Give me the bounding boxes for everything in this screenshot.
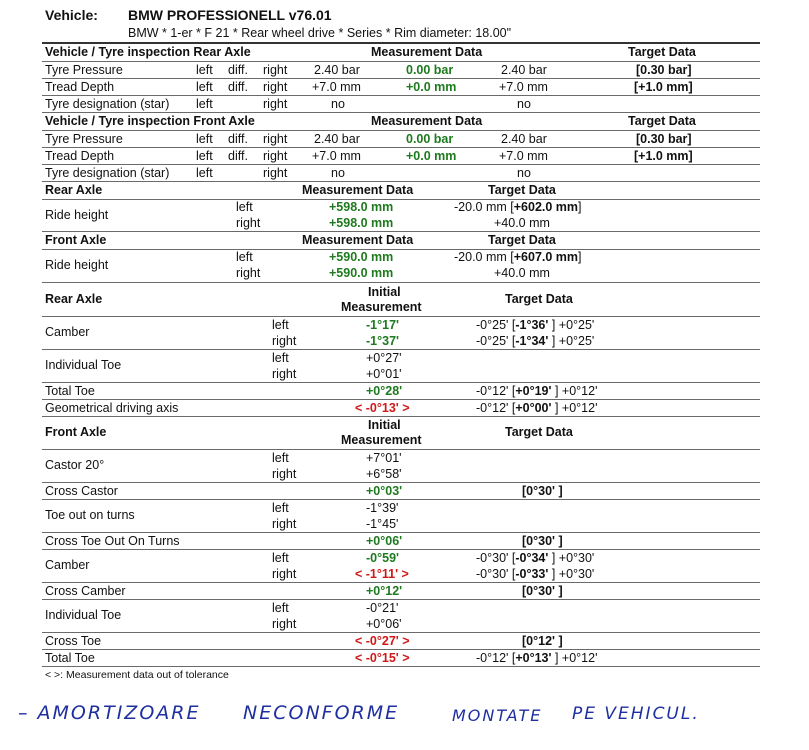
divider <box>42 42 760 44</box>
front-camber-right: < -1°11' > <box>355 567 409 581</box>
cross-toe-out-label: Cross Toe Out On Turns <box>45 534 180 548</box>
diff-label: diff. <box>228 132 248 146</box>
measurement-data-heading: Measurement Data <box>371 45 483 59</box>
left-label: left <box>236 250 253 264</box>
left-label: left <box>272 501 289 515</box>
castor-right: +6°58' <box>366 467 402 481</box>
right-label: right <box>272 367 297 381</box>
handwritten-note-word-2: NECONFORME <box>243 702 400 724</box>
handwritten-note-word-1: – AMORTIZOARE <box>18 702 201 724</box>
target-data-heading: Target Data <box>628 114 696 128</box>
target-data-heading: Target Data <box>488 233 556 247</box>
pressure-right: 2.40 bar <box>501 63 547 77</box>
right-label: right <box>272 567 297 581</box>
cross-toe-label: Cross Toe <box>45 634 102 648</box>
tread-diff: +0.0 mm <box>406 149 457 163</box>
left-label: left <box>236 200 253 214</box>
cross-toe-value: < -0°27' > <box>355 634 410 648</box>
left-label: left <box>196 149 213 163</box>
cross-camber-value: +0°12' <box>366 584 403 598</box>
handwritten-note-word-4: PE VEHICUL. <box>572 704 700 724</box>
individual-toe-label: Individual Toe <box>45 608 122 622</box>
rear-toe-left: +0°27' <box>366 351 402 365</box>
left-label: left <box>272 551 289 565</box>
ride-rear-right: +598.0 mm <box>329 216 394 230</box>
right-label: right <box>263 132 288 146</box>
pressure-left: 2.40 bar <box>314 132 360 146</box>
rear-camber-target-left: -0°25' [-1°36' ] +0°25' <box>476 318 595 332</box>
measurement-data-heading: Measurement Data <box>302 233 414 247</box>
pressure-left: 2.40 bar <box>314 63 360 77</box>
rear-total-toe: +0°28' <box>366 384 403 398</box>
diff-label: diff. <box>228 149 248 163</box>
tread-right: +7.0 mm <box>499 149 548 163</box>
total-toe-label: Total Toe <box>45 384 95 398</box>
left-label: left <box>196 97 213 111</box>
cross-camber-target: [0°30' ] <box>522 584 563 598</box>
right-label: right <box>236 216 261 230</box>
right-label: right <box>263 63 288 77</box>
left-label: left <box>272 318 289 332</box>
total-toe-label: Total Toe <box>45 651 95 665</box>
left-label: left <box>196 63 213 77</box>
ride-rear-target-line2: +40.0 mm <box>494 216 550 230</box>
toe-out-right: -1°45' <box>366 517 399 531</box>
ride-front-right: +590.0 mm <box>329 266 394 280</box>
vehicle-label: Vehicle: <box>45 7 98 23</box>
pressure-diff: 0.00 bar <box>406 132 454 146</box>
target-data-heading: Target Data <box>628 45 696 59</box>
front-toe-left: -0°21' <box>366 601 399 615</box>
pressure-right: 2.40 bar <box>501 132 547 146</box>
section-title-rear-tyre: Vehicle / Tyre inspection Rear Axle <box>45 45 251 59</box>
tyre-pressure-label: Tyre Pressure <box>45 63 123 77</box>
designation-left: no <box>331 97 345 111</box>
ride-rear-target-line1: -20.0 mm [+602.0 mm] <box>454 200 582 214</box>
vehicle-description: BMW * 1-er * F 21 * Rear wheel drive * Series * Rim diameter: 18.00" <box>128 26 512 40</box>
cross-toe-target: [0°12' ] <box>522 634 563 648</box>
front-camber-left: -0°59' <box>366 551 399 565</box>
ride-height-label: Ride height <box>45 208 109 222</box>
diff-label: diff. <box>228 63 248 77</box>
ride-height-label: Ride height <box>45 258 109 272</box>
designation-left: no <box>331 166 345 180</box>
cross-castor-target: [0°30' ] <box>522 484 563 498</box>
front-total-toe: < -0°15' > <box>355 651 410 665</box>
left-label: left <box>272 451 289 465</box>
rear-camber-target-right: -0°25' [-1°34' ] +0°25' <box>476 334 595 348</box>
tread-depth-label: Tread Depth <box>45 149 115 163</box>
geometrical-driving-axis-label: Geometrical driving axis <box>45 401 179 415</box>
tread-target: [+1.0 mm] <box>634 149 693 163</box>
tread-target: [+1.0 mm] <box>634 80 693 94</box>
pressure-diff: 0.00 bar <box>406 63 454 77</box>
left-label: left <box>272 601 289 615</box>
left-label: left <box>196 80 213 94</box>
right-label: right <box>263 80 288 94</box>
cross-castor-value: +0°03' <box>366 484 403 498</box>
rear-total-toe-target: -0°12' [+0°19' ] +0°12' <box>476 384 598 398</box>
initial-label: Initial <box>368 285 401 299</box>
rear-axle-heading: Rear Axle <box>45 292 103 306</box>
designation-right: no <box>517 166 531 180</box>
tyre-pressure-label: Tyre Pressure <box>45 132 123 146</box>
tread-diff: +0.0 mm <box>406 80 457 94</box>
tread-left: +7.0 mm <box>312 80 361 94</box>
handwritten-note-word-3: MONTATE <box>452 706 543 725</box>
measurement-data-heading: Measurement Data <box>302 183 414 197</box>
ride-front-left: +590.0 mm <box>329 250 394 264</box>
front-toe-right: +0°06' <box>366 617 402 631</box>
target-data-heading: Target Data <box>505 292 573 306</box>
right-label: right <box>272 617 297 631</box>
rear-camber-left: -1°17' <box>366 318 399 332</box>
measurement-label: Measurement <box>341 300 422 314</box>
left-label: left <box>196 132 213 146</box>
vehicle-value: BMW PROFESSIONELL v76.01 <box>128 7 332 23</box>
footnote: < >: Measurement data out of tolerance <box>45 669 229 681</box>
individual-toe-label: Individual Toe <box>45 358 122 372</box>
ride-front-target-line1: -20.0 mm [+607.0 mm] <box>454 250 582 264</box>
castor-label: Castor 20° <box>45 458 105 472</box>
rear-axle-heading: Rear Axle <box>45 183 103 197</box>
diff-label: diff. <box>228 80 248 94</box>
front-axle-heading: Front Axle <box>45 233 107 247</box>
right-label: right <box>272 334 297 348</box>
cross-camber-label: Cross Camber <box>45 584 126 598</box>
measurement-label: Measurement <box>341 433 422 447</box>
camber-label: Camber <box>45 325 90 339</box>
pressure-target: [0.30 bar] <box>636 132 692 146</box>
tread-depth-label: Tread Depth <box>45 80 115 94</box>
cross-toe-out-target: [0°30' ] <box>522 534 563 548</box>
tyre-designation-label: Tyre designation (star) <box>45 97 170 111</box>
camber-label: Camber <box>45 558 90 572</box>
castor-left: +7°01' <box>366 451 402 465</box>
right-label: right <box>263 149 288 163</box>
tread-right: +7.0 mm <box>499 80 548 94</box>
geo-axis-target: -0°12' [+0°00' ] +0°12' <box>476 401 598 415</box>
toe-out-on-turns-label: Toe out on turns <box>45 508 135 522</box>
front-axle-heading: Front Axle <box>45 425 107 439</box>
right-label: right <box>263 166 288 180</box>
tread-left: +7.0 mm <box>312 149 361 163</box>
cross-toe-out-value: +0°06' <box>366 534 403 548</box>
left-label: left <box>196 166 213 180</box>
left-label: left <box>272 351 289 365</box>
measurement-data-heading: Measurement Data <box>371 114 483 128</box>
section-title-front-tyre: Vehicle / Tyre inspection Front Axle <box>45 114 255 128</box>
right-label: right <box>263 97 288 111</box>
right-label: right <box>236 266 261 280</box>
initial-label: Initial <box>368 418 401 432</box>
front-camber-target-left: -0°30' [-0°34' ] +0°30' <box>476 551 595 565</box>
rear-toe-right: +0°01' <box>366 367 402 381</box>
target-data-heading: Target Data <box>505 425 573 439</box>
right-label: right <box>272 517 297 531</box>
pressure-target: [0.30 bar] <box>636 63 692 77</box>
rear-camber-right: -1°37' <box>366 334 399 348</box>
ride-front-target-line2: +40.0 mm <box>494 266 550 280</box>
toe-out-left: -1°39' <box>366 501 399 515</box>
tyre-designation-label: Tyre designation (star) <box>45 166 170 180</box>
cross-castor-label: Cross Castor <box>45 484 118 498</box>
designation-right: no <box>517 97 531 111</box>
target-data-heading: Target Data <box>488 183 556 197</box>
front-camber-target-right: -0°30' [-0°33' ] +0°30' <box>476 567 595 581</box>
right-label: right <box>272 467 297 481</box>
ride-rear-left: +598.0 mm <box>329 200 394 214</box>
geo-axis-value: < -0°13' > <box>355 401 410 415</box>
front-total-toe-target: -0°12' [+0°13' ] +0°12' <box>476 651 598 665</box>
